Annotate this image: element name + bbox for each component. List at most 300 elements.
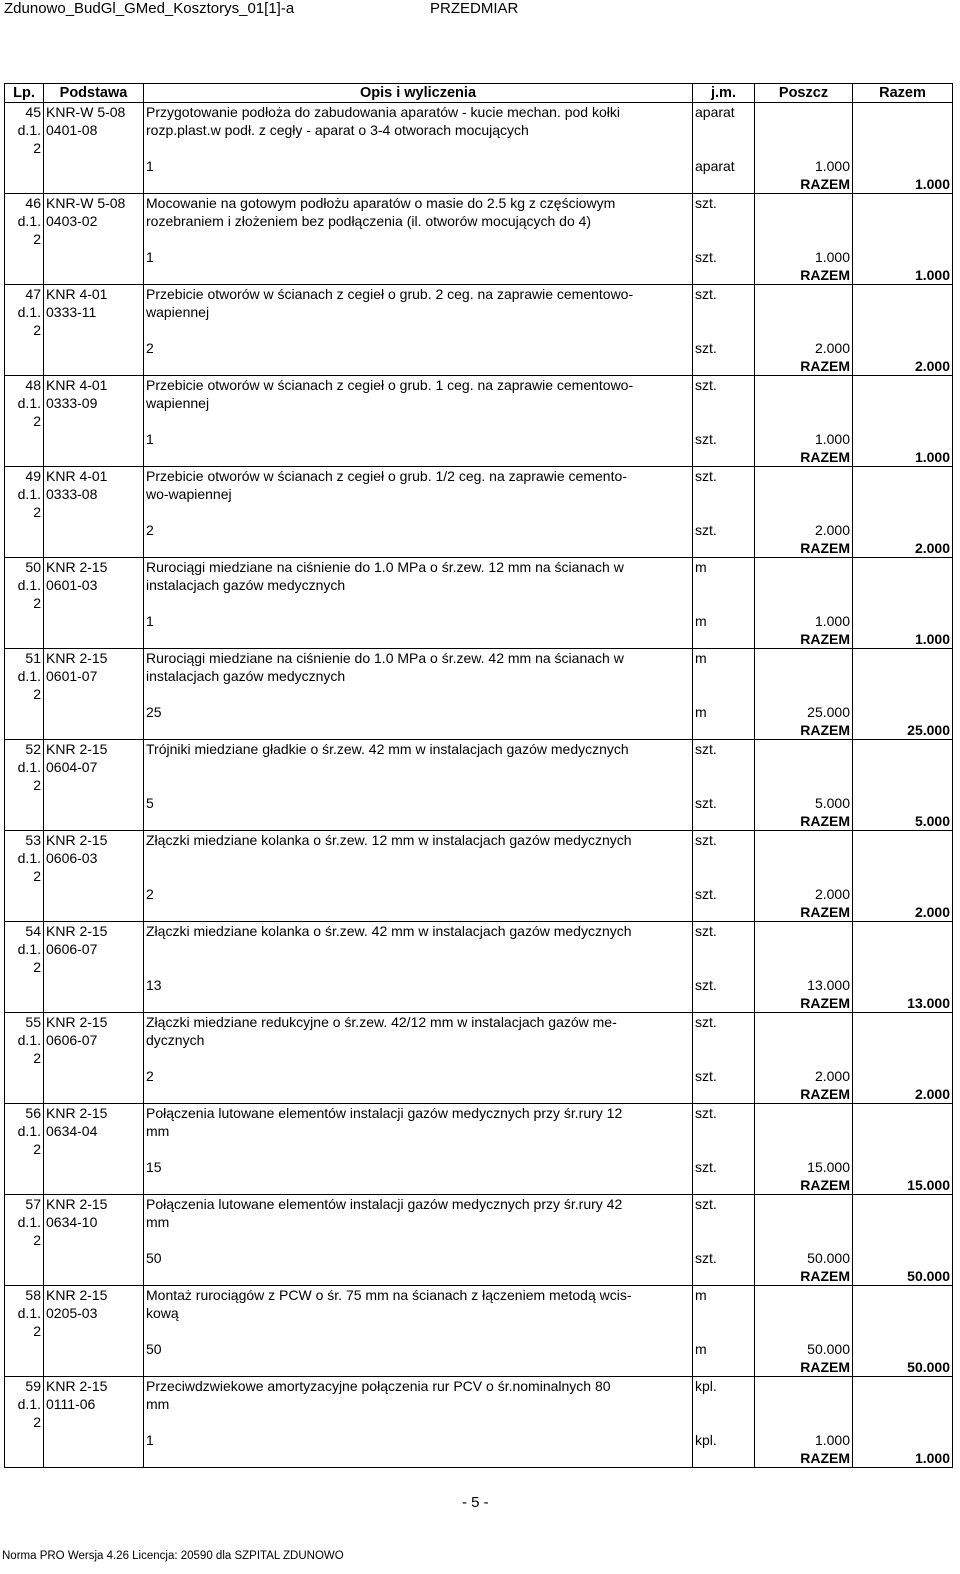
calculation-value: 1 xyxy=(146,1432,154,1448)
razem-label: RAZEM xyxy=(800,631,850,647)
total-cell xyxy=(853,103,953,194)
basis-catalog: KNR 4-01 xyxy=(46,286,108,302)
total-cell xyxy=(853,831,953,922)
calculation-value: 2 xyxy=(146,886,154,902)
header-jm: j.m. xyxy=(693,84,755,103)
calculation-unit: szt. xyxy=(695,249,717,265)
partial-cell xyxy=(755,558,853,649)
basis-catalog: KNR 4-01 xyxy=(46,377,108,393)
item-subsection: 2 xyxy=(33,868,41,884)
basis-table: 0634-10 xyxy=(46,1214,98,1230)
item-number: 45 xyxy=(25,104,41,120)
partial-value: 1.000 xyxy=(814,158,850,174)
table-row xyxy=(5,194,953,285)
description-line-2: instalacjach gazów medycznych xyxy=(146,668,346,684)
calculation-unit: m xyxy=(695,704,707,720)
total-value: 50.000 xyxy=(907,1359,950,1375)
basis-catalog: KNR 2-15 xyxy=(46,1378,108,1394)
description-line-1: Połączenia lutowane elementów instalacji gazów medycznych przy śr.rury 12 xyxy=(146,1105,623,1121)
description-line-2: instalacjach gazów medycznych xyxy=(146,577,346,593)
partial-value: 15.000 xyxy=(807,1159,850,1175)
unit: szt. xyxy=(695,741,717,757)
partial-value: 25.000 xyxy=(807,704,850,720)
partial-cell xyxy=(755,740,853,831)
calculation-value: 15 xyxy=(146,1159,162,1175)
description-line-2: mm xyxy=(146,1214,170,1230)
item-number: 56 xyxy=(25,1105,41,1121)
total-cell xyxy=(853,1104,953,1195)
calculation-value: 50 xyxy=(146,1250,162,1266)
item-section: d.1. xyxy=(17,1032,41,1048)
item-number: 52 xyxy=(25,741,41,757)
lp-cell xyxy=(5,831,44,922)
unit: szt. xyxy=(695,377,717,393)
partial-value: 1.000 xyxy=(814,613,850,629)
description-line-2: wapiennej xyxy=(146,395,210,411)
basis-table: 0401-08 xyxy=(46,122,98,138)
basis-cell xyxy=(44,194,144,285)
description-cell xyxy=(144,467,693,558)
unit-cell xyxy=(693,1104,755,1195)
description-cell xyxy=(144,1377,693,1468)
description-cell xyxy=(144,103,693,194)
total-cell xyxy=(853,467,953,558)
calculation-unit: szt. xyxy=(695,522,717,538)
lp-cell xyxy=(5,103,44,194)
partial-value: 5.000 xyxy=(814,795,850,811)
description-line-1: Montaż rurociągów z PCW o śr. 75 mm na ścianach z łączeniem metodą wcis- xyxy=(146,1287,632,1303)
unit-cell xyxy=(693,194,755,285)
unit: szt. xyxy=(695,286,717,302)
item-section: d.1. xyxy=(17,1396,41,1412)
lp-cell xyxy=(5,1195,44,1286)
basis-cell xyxy=(44,740,144,831)
calculation-unit: m xyxy=(695,613,707,629)
description-line-1: Przebicie otworów w ścianach z cegieł o grub. 1 ceg. na zaprawie cementowo- xyxy=(146,377,634,393)
unit-cell xyxy=(693,1195,755,1286)
calculation-value: 2 xyxy=(146,522,154,538)
basis-table: 0333-09 xyxy=(46,395,98,411)
basis-cell xyxy=(44,285,144,376)
total-cell xyxy=(853,649,953,740)
item-subsection: 2 xyxy=(33,1141,41,1157)
basis-cell xyxy=(44,1195,144,1286)
lp-cell xyxy=(5,740,44,831)
basis-catalog: KNR 2-15 xyxy=(46,1105,108,1121)
basis-table: 0403-02 xyxy=(46,213,98,229)
description-cell xyxy=(144,1013,693,1104)
table-row xyxy=(5,376,953,467)
calculation-unit: szt. xyxy=(695,795,717,811)
item-number: 49 xyxy=(25,468,41,484)
unit-cell xyxy=(693,285,755,376)
item-subsection: 2 xyxy=(33,777,41,793)
description-line-2: rozebraniem i złożeniem bez podłączenia (il. otworów mocujących do 4) xyxy=(146,213,592,229)
calculation-value: 2 xyxy=(146,1068,154,1084)
item-section: d.1. xyxy=(17,577,41,593)
unit-cell xyxy=(693,1013,755,1104)
partial-value: 1.000 xyxy=(814,249,850,265)
total-cell xyxy=(853,558,953,649)
header-podstawa: Podstawa xyxy=(44,84,144,103)
item-section: d.1. xyxy=(17,122,41,138)
item-section: d.1. xyxy=(17,304,41,320)
header-poszcz: Poszcz xyxy=(755,84,853,103)
item-number: 53 xyxy=(25,832,41,848)
total-value: 2.000 xyxy=(914,1086,950,1102)
total-value: 1.000 xyxy=(914,267,950,283)
description-cell xyxy=(144,376,693,467)
item-subsection: 2 xyxy=(33,595,41,611)
basis-catalog: KNR 2-15 xyxy=(46,832,108,848)
item-number: 51 xyxy=(25,650,41,666)
partial-cell xyxy=(755,1104,853,1195)
basis-catalog: KNR 2-15 xyxy=(46,741,108,757)
item-number: 46 xyxy=(25,195,41,211)
razem-label: RAZEM xyxy=(800,1268,850,1284)
item-section: d.1. xyxy=(17,1214,41,1230)
footer-license: Norma PRO Wersja 4.26 Licencja: 20590 dla SZPITAL ZDUNOWO xyxy=(2,1550,344,1562)
basis-table: 0333-11 xyxy=(46,304,97,320)
razem-label: RAZEM xyxy=(800,813,850,829)
unit: szt. xyxy=(695,832,717,848)
partial-cell xyxy=(755,831,853,922)
header-opis: Opis i wyliczenia xyxy=(144,84,693,103)
partial-value: 13.000 xyxy=(807,977,850,993)
partial-value: 2.000 xyxy=(814,886,850,902)
item-section: d.1. xyxy=(17,668,41,684)
calculation-unit: szt. xyxy=(695,1068,717,1084)
item-subsection: 2 xyxy=(33,413,41,429)
calculation-unit: szt. xyxy=(695,1250,717,1266)
header-lp: Lp. xyxy=(5,84,44,103)
unit: kpl. xyxy=(695,1378,717,1394)
description-line-1: Złączki miedziane redukcyjne o śr.zew. 42/12 mm w instalacjach gazów me- xyxy=(146,1014,617,1030)
table-row xyxy=(5,558,953,649)
description-cell xyxy=(144,740,693,831)
description-line-2: mm xyxy=(146,1123,170,1139)
unit: szt. xyxy=(695,1196,717,1212)
partial-cell xyxy=(755,1013,853,1104)
description-cell xyxy=(144,831,693,922)
total-cell xyxy=(853,1377,953,1468)
razem-label: RAZEM xyxy=(800,722,850,738)
partial-cell xyxy=(755,649,853,740)
description-line-2: wo-wapiennej xyxy=(146,486,232,502)
calculation-value: 2 xyxy=(146,340,154,356)
item-subsection: 2 xyxy=(33,1414,41,1430)
item-section: d.1. xyxy=(17,1305,41,1321)
basis-catalog: KNR-W 5-08 xyxy=(46,104,126,120)
unit: aparat xyxy=(695,104,735,120)
basis-cell xyxy=(44,376,144,467)
basis-table: 0111-06 xyxy=(46,1396,96,1412)
table-row xyxy=(5,103,953,194)
description-line-2: kową xyxy=(146,1305,179,1321)
basis-table: 0601-07 xyxy=(46,668,98,684)
basis-catalog: KNR-W 5-08 xyxy=(46,195,126,211)
total-value: 2.000 xyxy=(914,540,950,556)
basis-catalog: KNR 2-15 xyxy=(46,650,108,666)
basis-table: 0634-04 xyxy=(46,1123,98,1139)
item-subsection: 2 xyxy=(33,686,41,702)
total-value: 1.000 xyxy=(914,176,950,192)
unit-cell xyxy=(693,922,755,1013)
item-number: 57 xyxy=(25,1196,41,1212)
item-section: d.1. xyxy=(17,395,41,411)
table-row xyxy=(5,285,953,376)
total-cell xyxy=(853,922,953,1013)
description-line-2: dycznych xyxy=(146,1032,205,1048)
basis-table: 0606-03 xyxy=(46,850,98,866)
unit-cell xyxy=(693,558,755,649)
description-line-2: wapiennej xyxy=(146,304,210,320)
item-number: 54 xyxy=(25,923,41,939)
item-section: d.1. xyxy=(17,1123,41,1139)
razem-label: RAZEM xyxy=(800,995,850,1011)
description-cell xyxy=(144,649,693,740)
lp-cell xyxy=(5,376,44,467)
page-number: - 5 - xyxy=(462,1494,489,1511)
table-row xyxy=(5,740,953,831)
unit-cell xyxy=(693,831,755,922)
description-cell xyxy=(144,194,693,285)
unit: szt. xyxy=(695,923,717,939)
unit: szt. xyxy=(695,468,717,484)
partial-value: 50.000 xyxy=(807,1250,850,1266)
basis-cell xyxy=(44,922,144,1013)
partial-cell xyxy=(755,376,853,467)
razem-label: RAZEM xyxy=(800,267,850,283)
calculation-unit: szt. xyxy=(695,977,717,993)
description-line-1: Złączki miedziane kolanka o śr.zew. 42 mm w instalacjach gazów medycznych xyxy=(146,923,632,939)
razem-label: RAZEM xyxy=(800,1086,850,1102)
partial-value: 50.000 xyxy=(807,1341,850,1357)
description-line-1: Trójniki miedziane gładkie o śr.zew. 42 mm w instalacjach gazów medycznych xyxy=(146,741,629,757)
description-line-1: Rurociągi miedziane na ciśnienie do 1.0 MPa o śr.zew. 42 mm na ścianach w xyxy=(146,650,624,666)
unit: m xyxy=(695,559,707,575)
calculation-value: 1 xyxy=(146,249,154,265)
item-number: 48 xyxy=(25,377,41,393)
item-number: 59 xyxy=(25,1378,41,1394)
razem-label: RAZEM xyxy=(800,1450,850,1466)
description-cell xyxy=(144,1104,693,1195)
razem-label: RAZEM xyxy=(800,449,850,465)
total-value: 1.000 xyxy=(914,449,950,465)
lp-cell xyxy=(5,649,44,740)
item-number: 47 xyxy=(25,286,41,302)
total-cell xyxy=(853,1013,953,1104)
basis-catalog: KNR 2-15 xyxy=(46,1196,108,1212)
calculation-value: 25 xyxy=(146,704,162,720)
calculation-value: 5 xyxy=(146,795,154,811)
document-filename: Zdunowo_BudGl_GMed_Kosztorys_01[1]-a xyxy=(4,0,295,17)
table-row xyxy=(5,1013,953,1104)
partial-cell xyxy=(755,194,853,285)
item-number: 55 xyxy=(25,1014,41,1030)
basis-cell xyxy=(44,649,144,740)
basis-table: 0606-07 xyxy=(46,1032,98,1048)
item-subsection: 2 xyxy=(33,1050,41,1066)
total-value: 1.000 xyxy=(914,631,950,647)
unit: m xyxy=(695,1287,707,1303)
unit-cell xyxy=(693,376,755,467)
item-subsection: 2 xyxy=(33,959,41,975)
partial-value: 1.000 xyxy=(814,1432,850,1448)
basis-cell xyxy=(44,1104,144,1195)
lp-cell xyxy=(5,194,44,285)
unit: szt. xyxy=(695,195,717,211)
basis-cell xyxy=(44,558,144,649)
section-title: PRZEDMIAR xyxy=(430,0,519,17)
item-subsection: 2 xyxy=(33,231,41,247)
table-row xyxy=(5,922,953,1013)
basis-cell xyxy=(44,1013,144,1104)
razem-label: RAZEM xyxy=(800,904,850,920)
table-row xyxy=(5,467,953,558)
description-line-1: Rurociągi miedziane na ciśnienie do 1.0 MPa o śr.zew. 12 mm na ścianach w xyxy=(146,559,624,575)
total-value: 5.000 xyxy=(914,813,950,829)
lp-cell xyxy=(5,1104,44,1195)
total-cell xyxy=(853,740,953,831)
item-subsection: 2 xyxy=(33,140,41,156)
calculation-unit: szt. xyxy=(695,886,717,902)
unit: szt. xyxy=(695,1105,717,1121)
table-row xyxy=(5,1104,953,1195)
description-line-1: Mocowanie na gotowym podłożu aparatów o masie do 2.5 kg z częściowym xyxy=(146,195,616,211)
calculation-value: 1 xyxy=(146,158,154,174)
basis-cell xyxy=(44,467,144,558)
basis-cell xyxy=(44,1286,144,1377)
basis-cell xyxy=(44,1377,144,1468)
unit-cell xyxy=(693,649,755,740)
table-row xyxy=(5,1377,953,1468)
basis-table: 0333-08 xyxy=(46,486,98,502)
unit-cell xyxy=(693,103,755,194)
description-line-1: Przygotowanie podłoża do zabudowania aparatów - kucie mechan. pod kołki xyxy=(146,104,620,120)
total-value: 15.000 xyxy=(907,1177,950,1193)
item-number: 50 xyxy=(25,559,41,575)
unit: szt. xyxy=(695,1014,717,1030)
total-value: 50.000 xyxy=(907,1268,950,1284)
partial-cell xyxy=(755,922,853,1013)
total-cell xyxy=(853,1195,953,1286)
partial-cell xyxy=(755,103,853,194)
basis-catalog: KNR 4-01 xyxy=(46,468,108,484)
item-number: 58 xyxy=(25,1287,41,1303)
total-cell xyxy=(853,376,953,467)
table-header-row xyxy=(5,84,953,103)
description-line-1: Przebicie otworów w ścianach z cegieł o grub. 2 ceg. na zaprawie cementowo- xyxy=(146,286,634,302)
item-subsection: 2 xyxy=(33,1323,41,1339)
calculation-value: 1 xyxy=(146,613,154,629)
lp-cell xyxy=(5,467,44,558)
basis-table: 0606-07 xyxy=(46,941,98,957)
description-cell xyxy=(144,1195,693,1286)
unit-cell xyxy=(693,1377,755,1468)
description-line-2: mm xyxy=(146,1396,170,1412)
lp-cell xyxy=(5,285,44,376)
calculation-unit: szt. xyxy=(695,1159,717,1175)
basis-catalog: KNR 2-15 xyxy=(46,1287,108,1303)
partial-cell xyxy=(755,285,853,376)
calculation-value: 13 xyxy=(146,977,162,993)
partial-value: 2.000 xyxy=(814,340,850,356)
description-cell xyxy=(144,1286,693,1377)
total-value: 2.000 xyxy=(914,904,950,920)
basis-table: 0604-07 xyxy=(46,759,98,775)
item-subsection: 2 xyxy=(33,504,41,520)
total-cell xyxy=(853,285,953,376)
basis-table: 0601-03 xyxy=(46,577,98,593)
item-section: d.1. xyxy=(17,941,41,957)
unit-cell xyxy=(693,1286,755,1377)
header-razem: Razem xyxy=(853,84,953,103)
description-cell xyxy=(144,922,693,1013)
unit: m xyxy=(695,650,707,666)
razem-label: RAZEM xyxy=(800,1177,850,1193)
lp-cell xyxy=(5,558,44,649)
item-subsection: 2 xyxy=(33,322,41,338)
calculation-unit: szt. xyxy=(695,431,717,447)
total-cell xyxy=(853,1286,953,1377)
calculation-value: 1 xyxy=(146,431,154,447)
calculation-unit: aparat xyxy=(695,158,735,174)
total-value: 1.000 xyxy=(914,1450,950,1466)
basis-cell xyxy=(44,103,144,194)
basis-table: 0205-03 xyxy=(46,1305,98,1321)
total-value: 25.000 xyxy=(907,722,950,738)
item-section: d.1. xyxy=(17,213,41,229)
razem-label: RAZEM xyxy=(800,358,850,374)
description-cell xyxy=(144,285,693,376)
calculation-unit: m xyxy=(695,1341,707,1357)
razem-label: RAZEM xyxy=(800,176,850,192)
description-line-1: Złączki miedziane kolanka o śr.zew. 12 mm w instalacjach gazów medycznych xyxy=(146,832,632,848)
basis-catalog: KNR 2-15 xyxy=(46,923,108,939)
table-row xyxy=(5,1286,953,1377)
calculation-unit: kpl. xyxy=(695,1432,717,1448)
item-section: d.1. xyxy=(17,759,41,775)
basis-cell xyxy=(44,831,144,922)
partial-cell xyxy=(755,1195,853,1286)
lp-cell xyxy=(5,1013,44,1104)
basis-catalog: KNR 2-15 xyxy=(46,1014,108,1030)
partial-value: 1.000 xyxy=(814,431,850,447)
partial-value: 2.000 xyxy=(814,522,850,538)
item-subsection: 2 xyxy=(33,1232,41,1248)
estimate-table xyxy=(4,83,953,1468)
lp-cell xyxy=(5,922,44,1013)
description-line-1: Przeciwdzwiekowe amortyzacyjne połączenia rur PCV o śr.nominalnych 80 xyxy=(146,1378,611,1394)
partial-cell xyxy=(755,1377,853,1468)
basis-catalog: KNR 2-15 xyxy=(46,559,108,575)
description-line-1: Połączenia lutowane elementów instalacji gazów medycznych przy śr.rury 42 xyxy=(146,1196,623,1212)
calculation-unit: szt. xyxy=(695,340,717,356)
total-value: 2.000 xyxy=(914,358,950,374)
razem-label: RAZEM xyxy=(800,1359,850,1375)
total-cell xyxy=(853,194,953,285)
lp-cell xyxy=(5,1377,44,1468)
razem-label: RAZEM xyxy=(800,540,850,556)
table-row xyxy=(5,831,953,922)
description-line-2: rozp.plast.w podł. z cegły - aparat o 3-4 otworach mocujących xyxy=(146,122,529,138)
partial-cell xyxy=(755,467,853,558)
unit-cell xyxy=(693,467,755,558)
table-row xyxy=(5,649,953,740)
description-line-1: Przebicie otworów w ścianach z cegieł o grub. 1/2 ceg. na zaprawie cemento- xyxy=(146,468,627,484)
table-row xyxy=(5,1195,953,1286)
